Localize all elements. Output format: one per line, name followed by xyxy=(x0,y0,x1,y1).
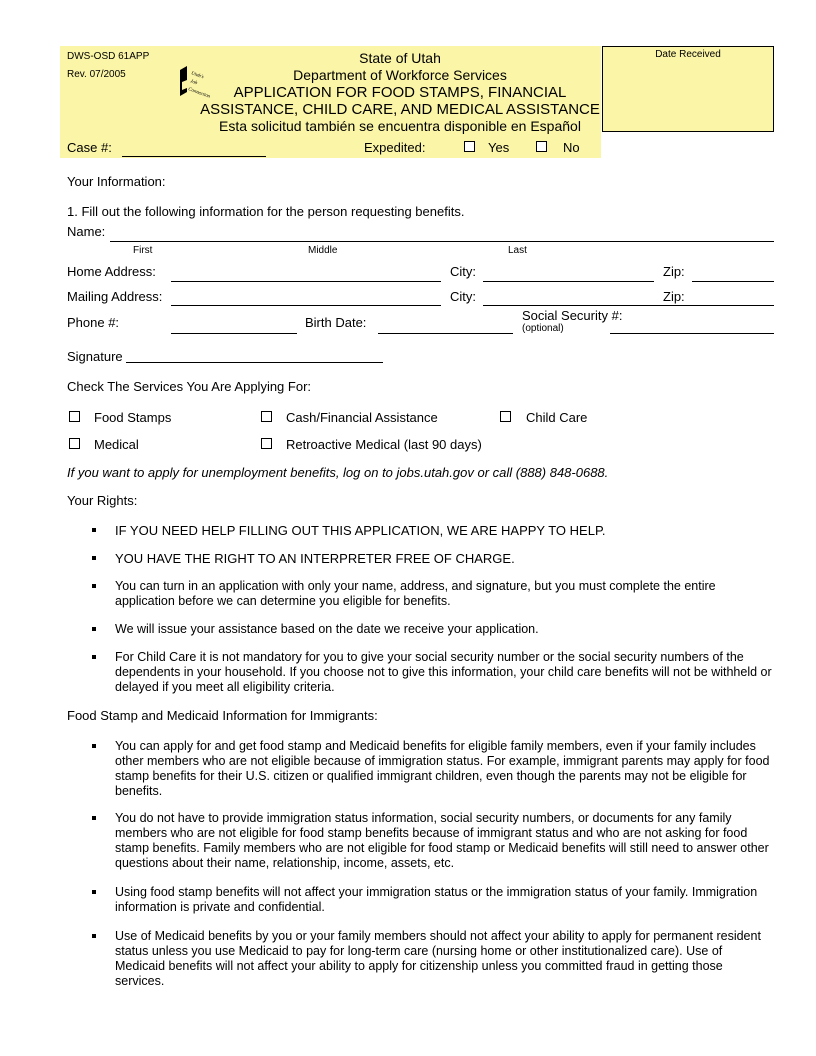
birth-date-label: Birth Date: xyxy=(305,315,367,330)
services-heading: Check The Services You Are Applying For: xyxy=(67,379,312,394)
home-address-label: Home Address: xyxy=(67,264,156,279)
signature-label: Signature xyxy=(67,349,123,364)
expedited-label: Expedited: xyxy=(364,140,426,155)
svg-text:Utah's: Utah's xyxy=(190,71,205,81)
immigrants-item xyxy=(92,885,772,915)
unemployment-note: If you want to apply for unemployment benefits, log on to jobs.utah.gov or call (888) 848-0688. xyxy=(67,465,609,480)
case-number-field[interactable] xyxy=(122,156,266,157)
middle-name-caption: Middle xyxy=(308,245,338,256)
instruction-emphasis: person requesting benefits xyxy=(307,204,461,219)
immigrants-item xyxy=(92,739,772,799)
child-care-checkbox[interactable] xyxy=(500,411,511,422)
immigrants-item-text: You can apply for and get food stamp and Medicaid benefits for eligible family members, even if your family includes other members who are not eligible because of immigration status. For example, immigrant parents may apply for food stamp benefits for their U.S. citizen or qualified immigrant children, even though the parents may not be eligible for benefits. xyxy=(115,739,770,798)
form-id: DWS-OSD 61APP xyxy=(67,51,150,62)
medical-checkbox[interactable] xyxy=(69,438,80,449)
svg-text:Job: Job xyxy=(189,79,198,87)
date-received-label: Date Received xyxy=(655,49,721,60)
bullet-marker xyxy=(92,744,96,748)
cash-assistance-checkbox[interactable] xyxy=(261,411,272,422)
rights-item-text: We will issue your assistance based on the date we receive your application. xyxy=(115,622,539,636)
rights-item xyxy=(92,551,772,566)
ssn-optional-note: (optional) xyxy=(522,323,564,334)
home-zip-label: Zip: xyxy=(663,264,685,279)
state-title: State of Utah xyxy=(359,50,441,66)
bullet-marker xyxy=(92,934,96,938)
immigrants-item xyxy=(92,811,772,871)
bullet-marker xyxy=(92,556,96,560)
expedited-yes-checkbox[interactable] xyxy=(464,141,475,152)
home-city-label: City: xyxy=(450,264,476,279)
food-stamps-label: Food Stamps xyxy=(94,410,172,425)
rights-item xyxy=(92,650,772,695)
medical-label: Medical xyxy=(94,437,139,452)
rights-item-text: You can turn in an application with only your name, address, and signature, but you must complete the entire application before we can determine you eligible for benefits. xyxy=(115,579,716,608)
last-name-caption: Last xyxy=(508,245,527,256)
bullet-marker xyxy=(92,816,96,820)
expedited-yes-label: Yes xyxy=(488,140,510,155)
expedited-no-checkbox[interactable] xyxy=(536,141,547,152)
phone-field[interactable] xyxy=(171,333,297,334)
name-field[interactable] xyxy=(110,241,774,242)
mailing-address-label: Mailing Address: xyxy=(67,289,163,304)
rights-item-text: IF YOU NEED HELP FILLING OUT THIS APPLICATION, WE ARE HAPPY TO HELP. xyxy=(115,523,606,538)
bullet-marker xyxy=(92,627,96,631)
immigrants-item-text: You do not have to provide immigration status information, social security numbers, or documents for any family members who are not eligible for food stamp benefits because of immigrant status and who are not asking for food stamp benefits. Family members who are not eligible for food stamp or Medicaid benefits will still need to answer other questions about their name, relationship, income, assets, etc. xyxy=(115,811,769,870)
phone-label: Phone #: xyxy=(67,315,120,330)
form-title-line2: ASSISTANCE, CHILD CARE, AND MEDICAL ASSISTANCE xyxy=(200,101,600,118)
immigrants-item-text: Use of Medicaid benefits by you or your family members should not affect your ability to apply for permanent resident status unless you use Medicaid to pay for long-term care (nursing home or other institutionalized care). Use of Medicaid benefits will not affect your ability to apply for citizenship unless you committed fraud in getting those services. xyxy=(115,929,761,988)
rights-item xyxy=(92,579,772,609)
cash-assistance-label: Cash/Financial Assistance xyxy=(286,410,438,425)
mailing-city-field[interactable] xyxy=(483,305,774,306)
form-revision: Rev. 07/2005 xyxy=(67,69,126,80)
name-label: Name: xyxy=(67,224,106,239)
ssn-field[interactable] xyxy=(610,333,774,334)
rights-heading: Your Rights: xyxy=(67,493,138,508)
bullet-marker xyxy=(92,584,96,588)
svg-text:Connection: Connection xyxy=(187,87,211,100)
immigrants-heading: Food Stamp and Medicaid Information for Immigrants: xyxy=(67,708,378,723)
spanish-note: Esta solicitud también se encuentra disponible en Español xyxy=(219,118,581,134)
bullet-marker xyxy=(92,655,96,659)
rights-item xyxy=(92,523,772,538)
home-city-field[interactable] xyxy=(483,281,654,282)
child-care-label: Child Care xyxy=(526,410,588,425)
bullet-marker xyxy=(92,528,96,532)
instruction-text xyxy=(67,204,464,219)
signature-field[interactable] xyxy=(126,362,383,363)
instruction-prefix: 1. Fill out the following information for the xyxy=(67,204,308,219)
mailing-city-label: City: xyxy=(450,289,476,304)
immigrants-item-text: Using food stamp benefits will not affect your immigration status or the immigration status of your family. Immigration information is private and confidential. xyxy=(115,885,758,914)
food-stamps-checkbox[interactable] xyxy=(69,411,80,422)
rights-item xyxy=(92,622,772,637)
home-zip-field[interactable] xyxy=(692,281,774,282)
instruction-suffix: . xyxy=(460,204,465,219)
mailing-zip-label: Zip: xyxy=(663,289,685,304)
bullet-marker xyxy=(92,890,96,894)
first-name-caption: First xyxy=(133,245,153,256)
immigrants-item xyxy=(92,929,772,989)
rights-item-text: For Child Care it is not mandatory for you to give your social security number or the social security numbers of the dependents in your household. If you choose not to give this information, your child care benefits will not be withheld or delayed if you meet all eligibility criteria. xyxy=(115,650,772,694)
your-information-heading: Your Information: xyxy=(67,174,166,189)
expedited-no-label: No xyxy=(563,140,580,155)
ssn-label: Social Security #: xyxy=(522,308,623,323)
department-title: Department of Workforce Services xyxy=(293,67,507,83)
mailing-address-field[interactable] xyxy=(171,305,441,306)
form-title-line1: APPLICATION FOR FOOD STAMPS, FINANCIAL xyxy=(233,84,567,101)
home-address-field[interactable] xyxy=(171,281,441,282)
case-number-label: Case #: xyxy=(67,140,112,155)
birth-date-field[interactable] xyxy=(378,333,513,334)
retroactive-medical-checkbox[interactable] xyxy=(261,438,272,449)
rights-item-text: YOU HAVE THE RIGHT TO AN INTERPRETER FREE OF CHARGE. xyxy=(115,551,515,566)
retroactive-medical-label: Retroactive Medical (last 90 days) xyxy=(286,437,482,452)
